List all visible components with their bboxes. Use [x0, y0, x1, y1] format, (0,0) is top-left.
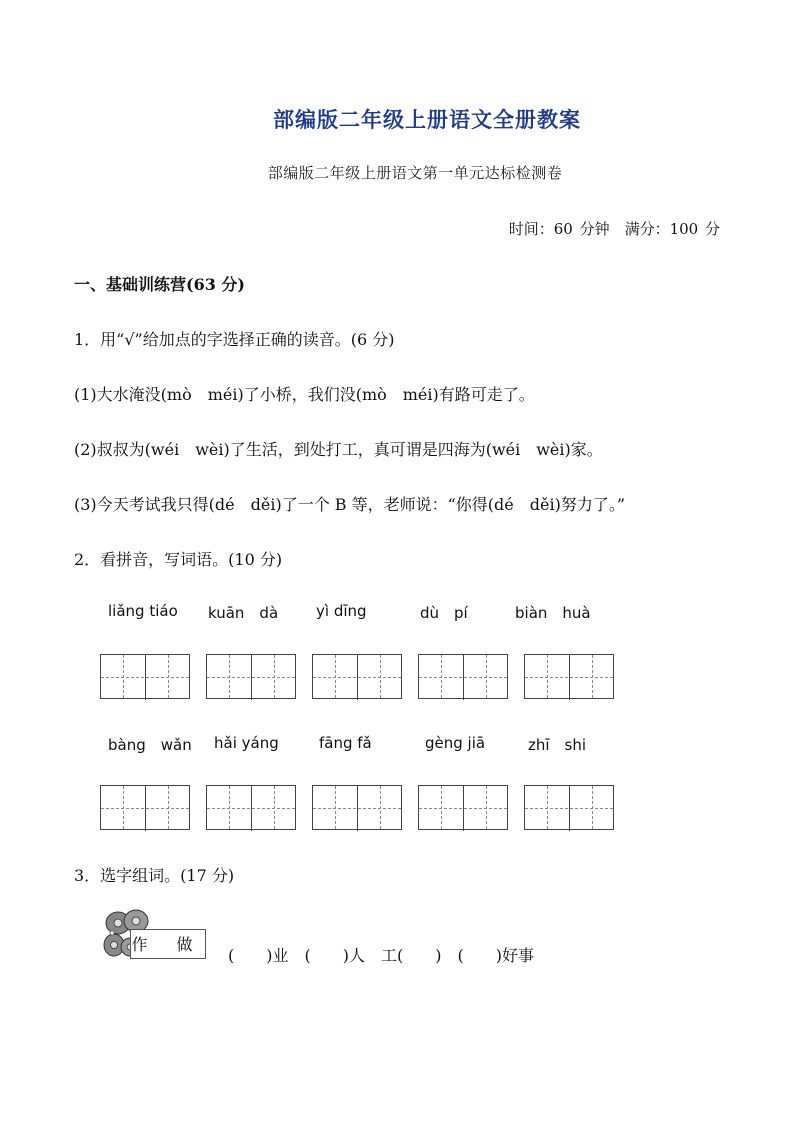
- writing-grid[interactable]: [418, 785, 508, 830]
- writing-grid[interactable]: [312, 785, 402, 830]
- pinyin-label: zhī shi: [528, 736, 587, 754]
- pinyin-label: hǎi yáng: [214, 734, 279, 752]
- pinyin-label: kuān dà: [208, 604, 279, 622]
- question-1-item-2: (2)叔叔为(wéi wèi)了生活，到处打工，真可谓是四海为(wéi wèi)家。: [74, 440, 603, 459]
- choice-badge: [100, 907, 208, 967]
- writing-grid[interactable]: [100, 654, 190, 699]
- question-1-item-3: (3)今天考试我只得(dé děi)了一个 B 等，老师说：“你得(dé děi)努力了。”: [74, 495, 626, 514]
- pinyin-label: bàng wǎn: [108, 736, 192, 754]
- question-2-prompt: 2．看拼音，写词语。(10 分): [74, 550, 283, 569]
- pinyin-label: fāng fǎ: [319, 734, 372, 752]
- writing-grid[interactable]: [524, 654, 614, 699]
- badge-characters: 作 做: [130, 929, 206, 959]
- writing-grid[interactable]: [524, 785, 614, 830]
- document-subtitle: 部编版二年级上册语文第一单元达标检测卷: [267, 164, 563, 182]
- pinyin-label: biàn huà: [515, 604, 591, 622]
- question-3-prompt: 3．选字组词。(17 分): [74, 866, 235, 885]
- word-blanks[interactable]: ( )业 ( )人 工( ) ( )好事: [228, 946, 534, 965]
- writing-grid[interactable]: [100, 785, 190, 830]
- document-title: 部编版二年级上册语文全册教案: [273, 107, 581, 132]
- writing-grid[interactable]: [418, 654, 508, 699]
- pinyin-label: liǎng tiáo: [108, 602, 178, 620]
- writing-grid[interactable]: [206, 785, 296, 830]
- time-info: 时间：60 分钟 满分：100 分: [508, 220, 720, 238]
- section-heading: 一、基础训练营(63 分): [74, 275, 245, 294]
- writing-grid[interactable]: [312, 654, 402, 699]
- pinyin-label: dù pí: [420, 604, 468, 622]
- writing-grid[interactable]: [206, 654, 296, 699]
- question-1-prompt: 1．用“√”给加点的字选择正确的读音。(6 分): [74, 330, 395, 349]
- question-1-item-1: (1)大水淹没(mò méi)了小桥，我们没(mò méi)有路可走了。: [74, 385, 535, 404]
- pinyin-label: gèng jiā: [425, 734, 486, 752]
- pinyin-label: yì dīng: [316, 602, 367, 620]
